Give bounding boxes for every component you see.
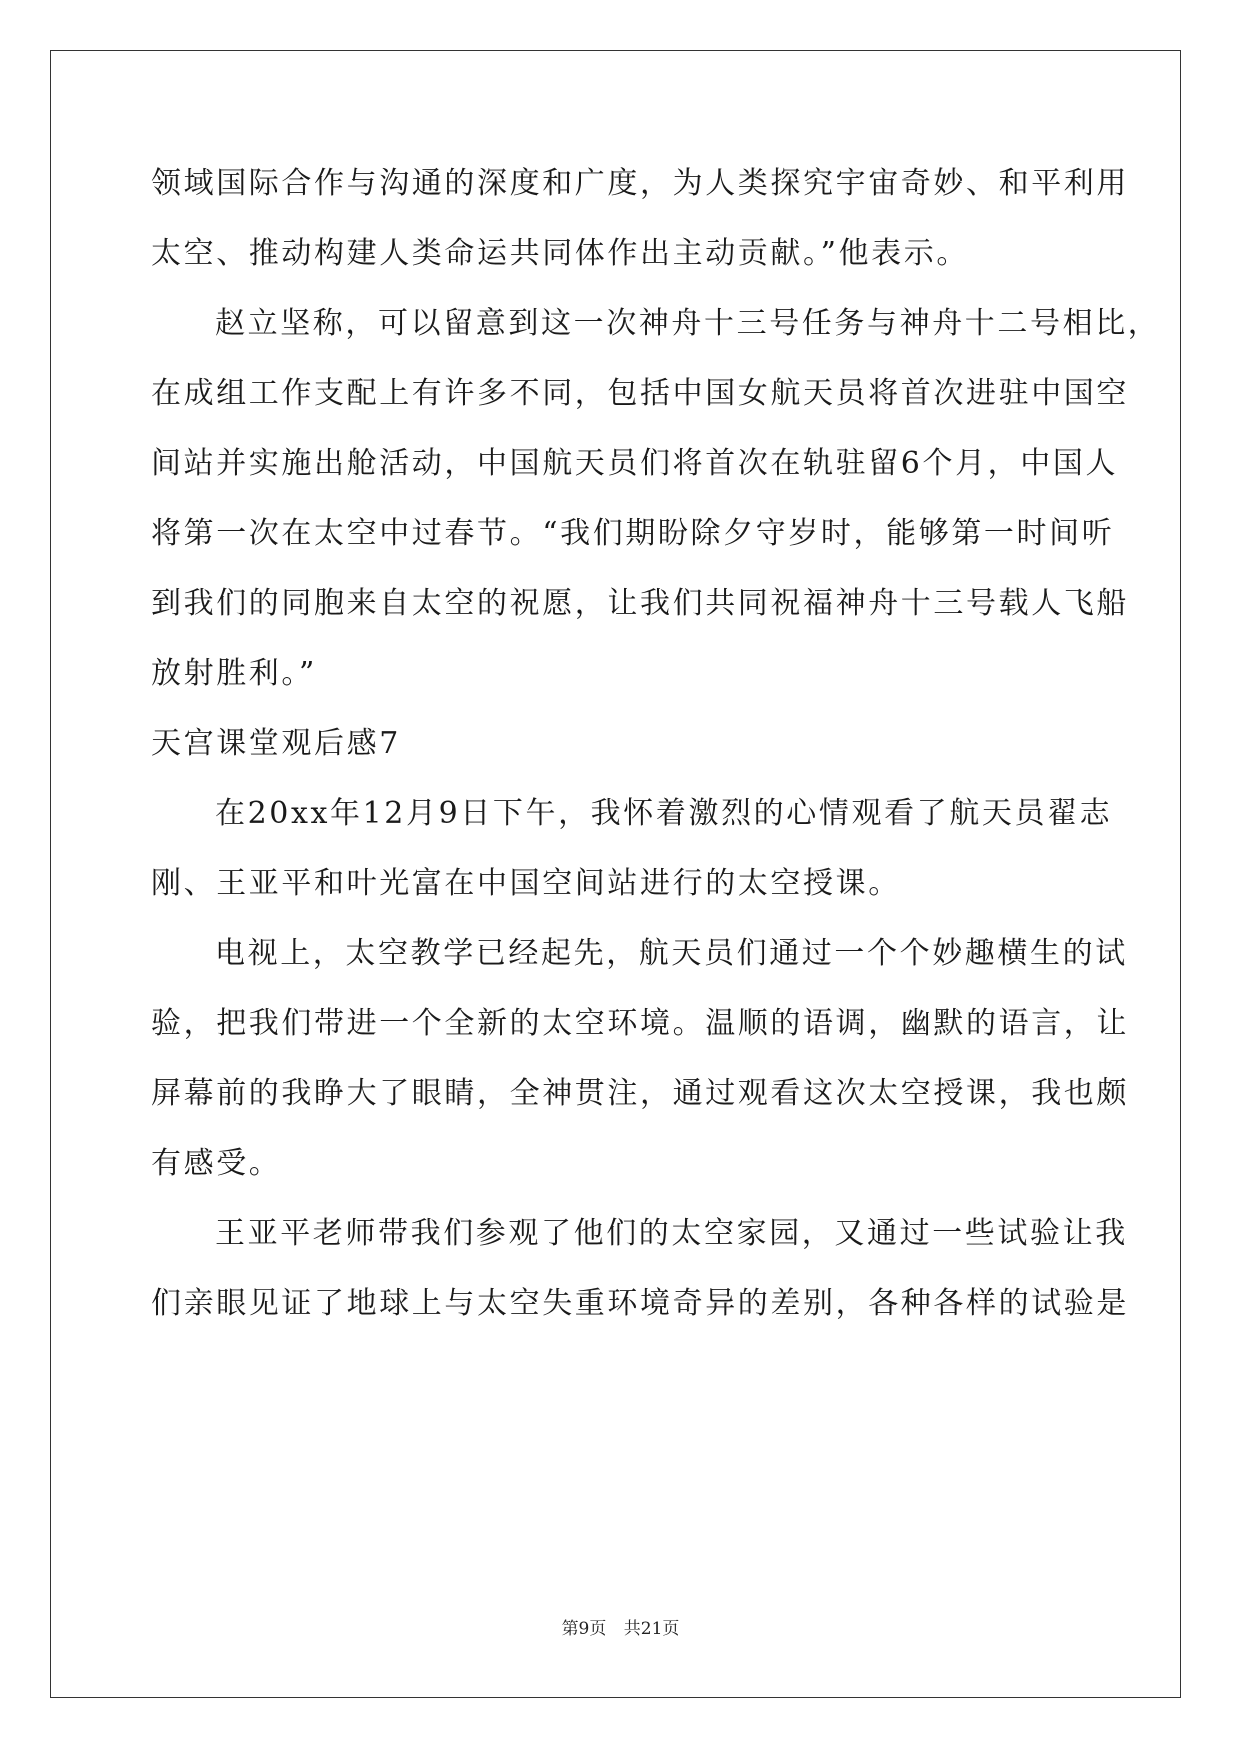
page-total: 共21页 [623,1619,680,1639]
text-line: 间站并实施出舱活动，中国航天员们将首次在轨驻留6个月，中国人 [151,446,1119,481]
paragraph-start-line: 王亚平老师带我们参观了他们的太空家园，又通过一些试验让我 [215,1216,1128,1251]
document-body [151,162,1161,1352]
paragraph-start-line: 电视上，太空教学已经起先，航天员们通过一个个妙趣横生的试 [215,936,1128,971]
text-line: 到我们的同胞来自太空的祝愿，让我们共同祝福神舟十三号载人飞船 [151,586,1129,621]
section-heading: 天宫课堂观后感7 [151,726,401,761]
page-footer [0,1614,1241,1639]
text-line: 将第一次在太空中过春节。“我们期盼除夕守岁时，能够第一时间听 [151,516,1115,551]
paragraph-start-line: 赵立坚称，可以留意到这一次神舟十三号任务与神舟十二号相比， [215,306,1161,341]
text-line: 屏幕前的我睁大了眼睛，全神贯注，通过观看这次太空授课，我也颇 [151,1076,1129,1111]
text-line: 在成组工作支配上有许多不同，包括中国女航天员将首次进驻中国空 [151,376,1129,411]
text-line: 放射胜利。” [151,656,317,691]
page-number: 第9页 [561,1619,607,1639]
text-line: 刚、王亚平和叶光富在中国空间站进行的太空授课。 [151,866,901,901]
text-line: 们亲眼见证了地球上与太空失重环境奇异的差别，各种各样的试验是 [151,1286,1129,1321]
text-line: 验，把我们带进一个全新的太空环境。温顺的语调，幽默的语言，让 [151,1006,1129,1041]
text-line: 领域国际合作与沟通的深度和广度，为人类探究宇宙奇妙、和平利用 [151,166,1129,201]
paragraph-start-line: 在20xx年12月9日下午，我怀着激烈的心情观看了航天员翟志 [215,796,1113,831]
text-line: 有感受。 [151,1146,282,1181]
text-line: 太空、推动构建人类命运共同体作出主动贡献。”他表示。 [151,236,969,271]
